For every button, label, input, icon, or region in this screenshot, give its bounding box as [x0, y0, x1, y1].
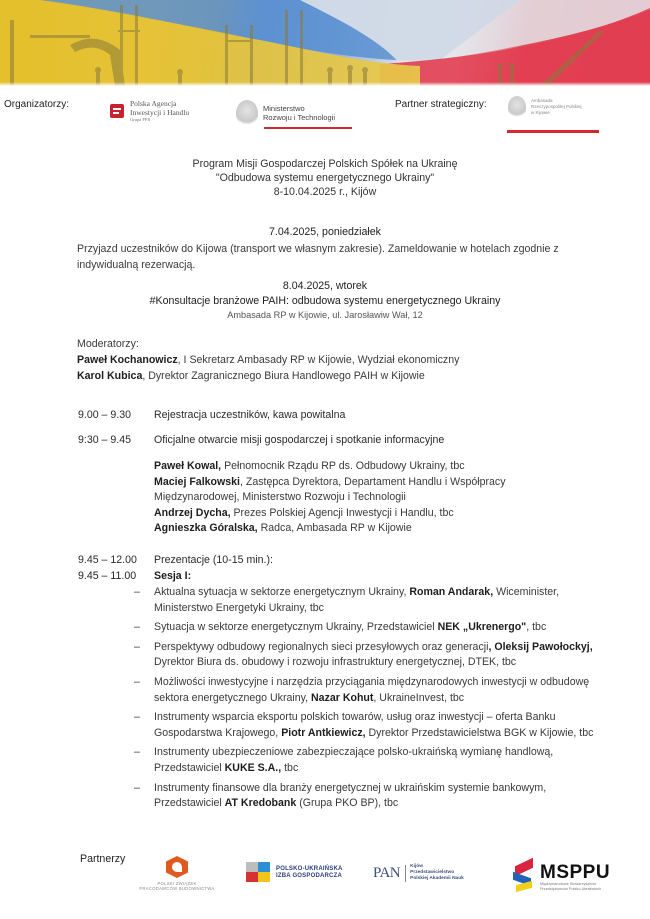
presentations-row [78, 554, 273, 566]
pan-logo [373, 864, 464, 883]
day2-event: #Konsultacje branżowe PAIH: odbudowa systemu energetycznego Ukrainy [149, 295, 501, 307]
agenda-time: 9:30 – 9.45 [78, 434, 132, 446]
item-text: Możliwości inwestycyjne i narzędzia przyciągania międzynarodowych inwestycji w odbudowę sektora energetycznego Ukrainy, [154, 675, 590, 704]
agenda-row [78, 409, 345, 421]
session-time: 9.45 – 11.00 [78, 570, 137, 582]
moderator-item [77, 368, 597, 384]
item-speaker: AT Kredobank [224, 797, 297, 810]
speaker-name: Maciej Falkowski [154, 475, 240, 488]
title-line-3: 8-10.04.2025 r., Kijów [273, 186, 377, 198]
day2-heading: 8.04.2025, wtorek [282, 280, 368, 292]
dash-bullet: – [134, 781, 140, 794]
polish-eagle-icon [508, 96, 526, 118]
item-speaker: KUKE S.A., [224, 761, 282, 774]
opening-speakers [154, 459, 584, 537]
paih-mark-icon [110, 104, 124, 118]
title-line-2: "Odbudowa systemu energetycznego Ukrainy" [215, 172, 435, 184]
msppu-wordmark: MSPPU [540, 861, 611, 883]
session-item [134, 620, 604, 636]
item-text: , UkraineInvest, tbc [373, 691, 465, 704]
agenda-time: 9.00 – 9.30 [78, 409, 132, 421]
item-text: Dyrektor Biura ds. obudowy i rozwoju infrastruktury energetycznej, DTEK, tbc [154, 656, 517, 669]
puig-line-2: IZBA GOSPODARCZA [276, 873, 342, 879]
title-line-1: Program Misji Gospodarczej Polskich Spółek na Ukrainę [192, 158, 458, 170]
session-item [134, 585, 604, 616]
ministry-line-2: Rozwoju i Technologii [263, 113, 335, 122]
dash-bullet: – [134, 640, 140, 653]
speaker-name: Agnieszka Góralska, [154, 522, 258, 534]
dash-bullet: – [134, 675, 140, 688]
session-item [134, 710, 604, 741]
item-text: Dyrektor Przedstawicielstwa BGK w Kijowie, tbc [365, 726, 594, 739]
item-text: (Grupa PKO BP), tbc [296, 797, 399, 810]
paih-line-2: Inwestycji i Handlu [130, 107, 190, 117]
pzpb-line-2: PRACODAWCÓW BUDOWNICTWA [139, 886, 215, 892]
header-banner [0, 0, 650, 86]
item-text: Instrumenty ubezpieczeniowe zabezpieczające polsko-ukraińską wymianę handlową, Przedstawiciel [154, 746, 554, 774]
item-text: Instrumenty finansowe dla branży energetycznej w ukraińskim systemie bankowym, Przedstawiciel [154, 781, 547, 810]
dash-bullet: – [134, 586, 140, 598]
day1-text: Przyjazd uczestników do Kijowa (transport we własnym zakresie). Zameldowanie w hotelach zgodnie z indywidualną rezerwacją. [77, 243, 559, 271]
day1-heading: 7.04.2025, poniedziałek [269, 226, 381, 238]
dash-bullet: – [134, 746, 140, 759]
item-text: Sytuacja w sektorze energetycznym Ukrainy, Przedstawiciel [154, 621, 438, 634]
moderator-name: Paweł Kochanowicz [77, 354, 178, 366]
session-row [78, 570, 191, 582]
item-text: , tbc [526, 621, 547, 634]
msppu-line-1: Międzynarodowe Stowarzyszenie [540, 881, 597, 886]
flags-construction-image [0, 0, 650, 86]
embassy-line-3: w Kijowie [531, 109, 550, 115]
speaker-role: Pełnomocnik Rządu RP ds. Odbudowy Ukrainy, tbc [221, 460, 465, 472]
puig-logo [246, 862, 343, 884]
agenda-title: Oficjalne otwarcie misji gospodarczej i spotkanie informacyjne [154, 434, 445, 446]
speaker-name: Paweł Kowal, [154, 460, 222, 472]
pzpb-line-1: POLSKI ZWIĄZEK [157, 881, 197, 886]
item-text: Wiceminister, Ministerstwo Energetyki Ukrainy, tbc [154, 586, 560, 614]
ministry-logo [236, 100, 335, 126]
partners-label: Partnerzy [80, 853, 126, 865]
pzpb-hexagon-icon [166, 856, 188, 878]
strategic-partner-label: Partner strategiczny: [395, 99, 487, 110]
moderator-name: Karol Kubica [77, 370, 143, 382]
session-item [134, 675, 604, 706]
embassy-line-2: Rzeczypospolitej Polskiej [531, 104, 582, 110]
session-item [134, 781, 604, 812]
speaker-item [154, 521, 584, 537]
speaker-item [154, 506, 584, 522]
paih-logo [110, 100, 189, 122]
dash-bullet: – [134, 711, 140, 724]
msppu-line-2: Przedsiębiorców Polsko-Ukraińskich [540, 886, 602, 891]
item-speaker: Roman Andarak, [409, 586, 494, 598]
msppu-mark-icon [512, 860, 536, 894]
paih-group: Grupa PFR [130, 117, 151, 123]
moderator-role: , Dyrektor Zagranicznego Biura Handlowego PAIH w Kijowie [142, 370, 425, 382]
session-label: Sesja I: [154, 570, 192, 582]
pan-line-1: Kijów [410, 864, 423, 869]
puzzle-icon [246, 862, 272, 884]
day2-venue: Ambasada RP w Kijowie, ul. Jarosławiw Wał, 12 [227, 310, 423, 320]
banner-fade [0, 82, 650, 86]
embassy-line-1: Ambasada [531, 98, 553, 104]
moderators-label: Moderatorzy: [77, 338, 139, 350]
presentations-label: Prezentacje (10-15 min.): [154, 554, 273, 566]
item-text: Instrumenty wsparcia eksportu polskich towarów, usług oraz inwestycji – oferta Banku Gospodarstwa Krajowego, [154, 711, 556, 739]
pan-line-2: Przedstawicielstwo [410, 870, 455, 876]
session-item [134, 745, 604, 776]
item-speaker: Piotr Antkiewicz, [281, 726, 366, 739]
item-speaker: , Oleksij Pawołockyj, [488, 640, 593, 653]
speaker-role: Prezes Polskiej Agencji Inwestycji i Handlu, tbc [230, 506, 454, 519]
item-speaker: Nazar Kohut [311, 691, 374, 704]
item-text: tbc [281, 761, 299, 774]
ministry-underline [264, 127, 352, 129]
moderator-role: , I Sekretarz Ambasady RP w Kijowie, Wydział ekonomiczny [177, 354, 460, 366]
item-speaker: NEK „Ukrenergo" [437, 621, 527, 634]
speaker-item [154, 475, 584, 506]
presentations-time: 9.45 – 12.00 [78, 554, 137, 566]
item-text: Aktualna sytuacja w sektorze energetycznym Ukrainy, [154, 586, 410, 598]
dash-bullet: – [134, 621, 140, 634]
item-text: Perspektywy odbudowy regionalnych sieci przesyłowych oraz generacji [154, 640, 489, 653]
puig-line-1: POLSKO-UKRAIŃSKA [276, 865, 343, 872]
speaker-item [154, 459, 584, 475]
embassy-logo [508, 96, 582, 118]
polish-eagle-icon [236, 100, 258, 126]
speaker-role: , Zastępca Dyrektora, Departament Handlu i Współpracy Międzynarodowej, Ministerstwo Rozwoju i Technologii [154, 475, 506, 503]
organizers-label: Organizatorzy: [4, 99, 70, 110]
agenda-row [78, 434, 444, 446]
embassy-red-bar [507, 130, 599, 133]
pan-line-3: Polskiej Akademii Nauk [410, 876, 464, 882]
agenda-title: Rejestracja uczestników, kawa powitalna [154, 409, 346, 421]
session-items [134, 585, 604, 816]
pan-wordmark: PAN [373, 865, 406, 882]
program-title [0, 157, 650, 199]
moderator-item [77, 352, 597, 368]
moderators [77, 336, 597, 384]
session-item [134, 640, 604, 671]
pzpb-logo [127, 856, 227, 891]
speaker-name: Andrzej Dycha, [154, 506, 231, 519]
msppu-logo [512, 860, 610, 894]
ministry-line-1: Ministerstwo [263, 104, 305, 113]
paih-line-1: Polska Agencja [130, 99, 177, 108]
speaker-role: Radca, Ambasada RP w Kijowie [257, 522, 412, 534]
